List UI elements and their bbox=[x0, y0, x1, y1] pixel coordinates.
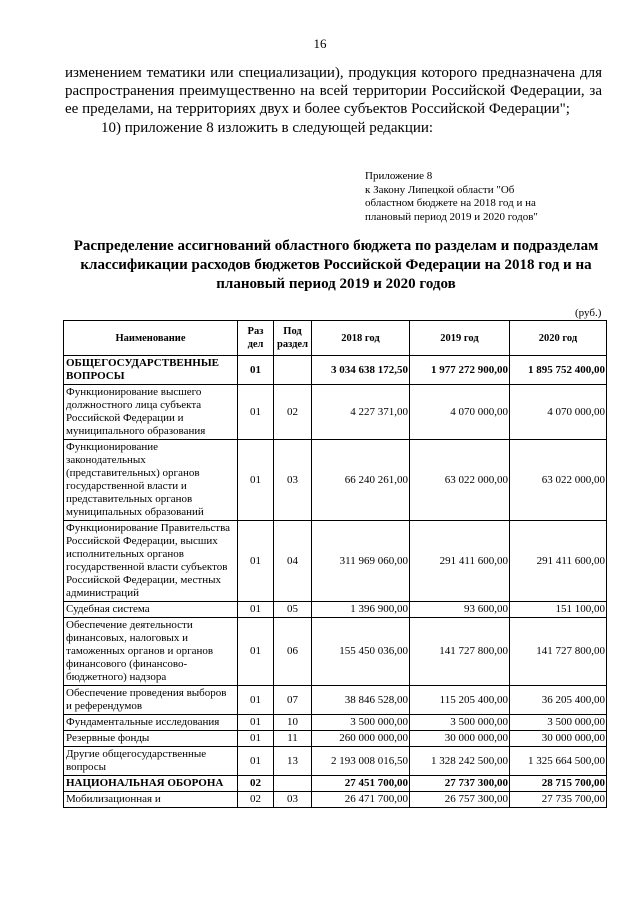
row-amount-2019: 141 727 800,00 bbox=[410, 618, 510, 686]
row-amount-2020: 1 895 752 400,00 bbox=[510, 356, 607, 385]
row-subsection: 03 bbox=[274, 792, 312, 808]
row-section: 01 bbox=[238, 686, 274, 715]
page-number: 16 bbox=[313, 36, 327, 51]
row-name: Функционирование Правительства Российской Федерации, высших исполнительных органов государственной власти субъектов Российской Федерации, местных администраций bbox=[64, 521, 238, 602]
table-row bbox=[64, 686, 607, 715]
header-section: Раз дел bbox=[238, 321, 274, 356]
row-amount-2020: 4 070 000,00 bbox=[510, 385, 607, 440]
table-row bbox=[64, 440, 607, 521]
currency-unit: (руб.) bbox=[575, 307, 602, 319]
row-amount-2020: 28 715 700,00 bbox=[510, 776, 607, 792]
row-name: Резервные фонды bbox=[64, 731, 238, 747]
row-amount-2018: 3 500 000,00 bbox=[312, 715, 410, 731]
table-row bbox=[64, 747, 607, 776]
row-amount-2019: 30 000 000,00 bbox=[410, 731, 510, 747]
appendix-line: к Закону Липецкой области "Об bbox=[365, 183, 515, 196]
title-line: плановый период 2019 и 2020 годов bbox=[216, 276, 456, 292]
row-amount-2019: 4 070 000,00 bbox=[410, 385, 510, 440]
row-amount-2020: 36 205 400,00 bbox=[510, 686, 607, 715]
row-subsection: 04 bbox=[274, 521, 312, 602]
table-row bbox=[64, 602, 607, 618]
row-amount-2020: 151 100,00 bbox=[510, 602, 607, 618]
row-amount-2020: 141 727 800,00 bbox=[510, 618, 607, 686]
row-amount-2020: 63 022 000,00 bbox=[510, 440, 607, 521]
row-amount-2019: 3 500 000,00 bbox=[410, 715, 510, 731]
row-subsection: 11 bbox=[274, 731, 312, 747]
row-amount-2018: 3 034 638 172,50 bbox=[312, 356, 410, 385]
table-row bbox=[64, 792, 607, 808]
row-amount-2020: 27 735 700,00 bbox=[510, 792, 607, 808]
document-title bbox=[60, 237, 612, 294]
row-section: 02 bbox=[238, 776, 274, 792]
row-amount-2020: 1 325 664 500,00 bbox=[510, 747, 607, 776]
row-amount-2019: 291 411 600,00 bbox=[410, 521, 510, 602]
row-amount-2018: 38 846 528,00 bbox=[312, 686, 410, 715]
row-amount-2020: 3 500 000,00 bbox=[510, 715, 607, 731]
row-name: Обеспечение проведения выборов и референдумов bbox=[64, 686, 238, 715]
row-section: 01 bbox=[238, 356, 274, 385]
table-row bbox=[64, 521, 607, 602]
row-subsection: 10 bbox=[274, 715, 312, 731]
row-amount-2019: 27 737 300,00 bbox=[410, 776, 510, 792]
row-amount-2019: 63 022 000,00 bbox=[410, 440, 510, 521]
row-section: 02 bbox=[238, 792, 274, 808]
row-subsection: 05 bbox=[274, 602, 312, 618]
row-name: Мобилизационная и bbox=[64, 792, 238, 808]
row-section: 01 bbox=[238, 440, 274, 521]
row-name: ОБЩЕГОСУДАРСТВЕННЫЕ ВОПРОСЫ bbox=[64, 356, 238, 385]
row-amount-2018: 26 471 700,00 bbox=[312, 792, 410, 808]
title-line: Распределение ассигнований областного бюджета по разделам и подразделам bbox=[73, 238, 599, 254]
table-body bbox=[64, 356, 607, 808]
row-amount-2019: 1 977 272 900,00 bbox=[410, 356, 510, 385]
table-row bbox=[64, 715, 607, 731]
row-section: 01 bbox=[238, 385, 274, 440]
row-section: 01 bbox=[238, 731, 274, 747]
row-amount-2020: 30 000 000,00 bbox=[510, 731, 607, 747]
row-amount-2018: 311 969 060,00 bbox=[312, 521, 410, 602]
row-name: Функционирование высшего должностного лица субъекта Российской Федерации и муниципального образования bbox=[64, 385, 238, 440]
row-amount-2019: 115 205 400,00 bbox=[410, 686, 510, 715]
row-name: Другие общегосударственные вопросы bbox=[64, 747, 238, 776]
row-amount-2019: 93 600,00 bbox=[410, 602, 510, 618]
appendix-line: Приложение 8 bbox=[365, 170, 433, 182]
row-section: 01 bbox=[238, 618, 274, 686]
row-section: 01 bbox=[238, 521, 274, 602]
appendix-reference bbox=[365, 170, 605, 224]
row-section: 01 bbox=[238, 602, 274, 618]
intro-item-10: 10) приложение 8 изложить в следующей редакции: bbox=[101, 120, 434, 136]
table-row bbox=[64, 356, 607, 385]
table-row bbox=[64, 385, 607, 440]
table-header-row bbox=[64, 321, 607, 356]
row-subsection: 06 bbox=[274, 618, 312, 686]
intro-text bbox=[65, 64, 602, 137]
table-row bbox=[64, 776, 607, 792]
row-amount-2018: 2 193 008 016,50 bbox=[312, 747, 410, 776]
row-subsection: 03 bbox=[274, 440, 312, 521]
row-amount-2018: 4 227 371,00 bbox=[312, 385, 410, 440]
table-row bbox=[64, 618, 607, 686]
appendix-line: плановый период 2019 и 2020 годов" bbox=[365, 210, 538, 223]
header-2018: 2018 год bbox=[312, 321, 410, 356]
row-amount-2018: 1 396 900,00 bbox=[312, 602, 410, 618]
row-name: НАЦИОНАЛЬНАЯ ОБОРОНА bbox=[64, 776, 238, 792]
budget-table bbox=[63, 320, 607, 808]
header-2019: 2019 год bbox=[410, 321, 510, 356]
row-subsection bbox=[274, 776, 312, 792]
title-line: классификации расходов бюджетов Российской Федерации на 2018 год и на bbox=[80, 257, 592, 273]
row-amount-2018: 27 451 700,00 bbox=[312, 776, 410, 792]
header-name: Наименование bbox=[64, 321, 238, 356]
row-subsection: 13 bbox=[274, 747, 312, 776]
row-amount-2019: 26 757 300,00 bbox=[410, 792, 510, 808]
intro-continuation: изменением тематики или специализации), продукция которого предназначена для распространения преимущественно на всей территории Российской Федерации, за ее пределами, на территориях двух и более субъектов Российской Федерации"; bbox=[65, 65, 602, 117]
row-name: Судебная система bbox=[64, 602, 238, 618]
row-name: Функционирование законодательных (представительных) органов государственной власти и представительных органов муниципальных образований bbox=[64, 440, 238, 521]
row-amount-2020: 291 411 600,00 bbox=[510, 521, 607, 602]
row-amount-2018: 155 450 036,00 bbox=[312, 618, 410, 686]
row-subsection bbox=[274, 356, 312, 385]
row-section: 01 bbox=[238, 747, 274, 776]
row-section: 01 bbox=[238, 715, 274, 731]
row-amount-2018: 260 000 000,00 bbox=[312, 731, 410, 747]
table-row bbox=[64, 731, 607, 747]
row-name: Фундаментальные исследования bbox=[64, 715, 238, 731]
row-amount-2019: 1 328 242 500,00 bbox=[410, 747, 510, 776]
row-amount-2018: 66 240 261,00 bbox=[312, 440, 410, 521]
header-2020: 2020 год bbox=[510, 321, 607, 356]
header-subsection: Под раздел bbox=[274, 321, 312, 356]
row-subsection: 02 bbox=[274, 385, 312, 440]
appendix-line: областном бюджете на 2018 год и на bbox=[365, 197, 536, 209]
row-name: Обеспечение деятельности финансовых, налоговых и таможенных органов и органов финансового (финансово-бюджетного) надзора bbox=[64, 618, 238, 686]
row-subsection: 07 bbox=[274, 686, 312, 715]
